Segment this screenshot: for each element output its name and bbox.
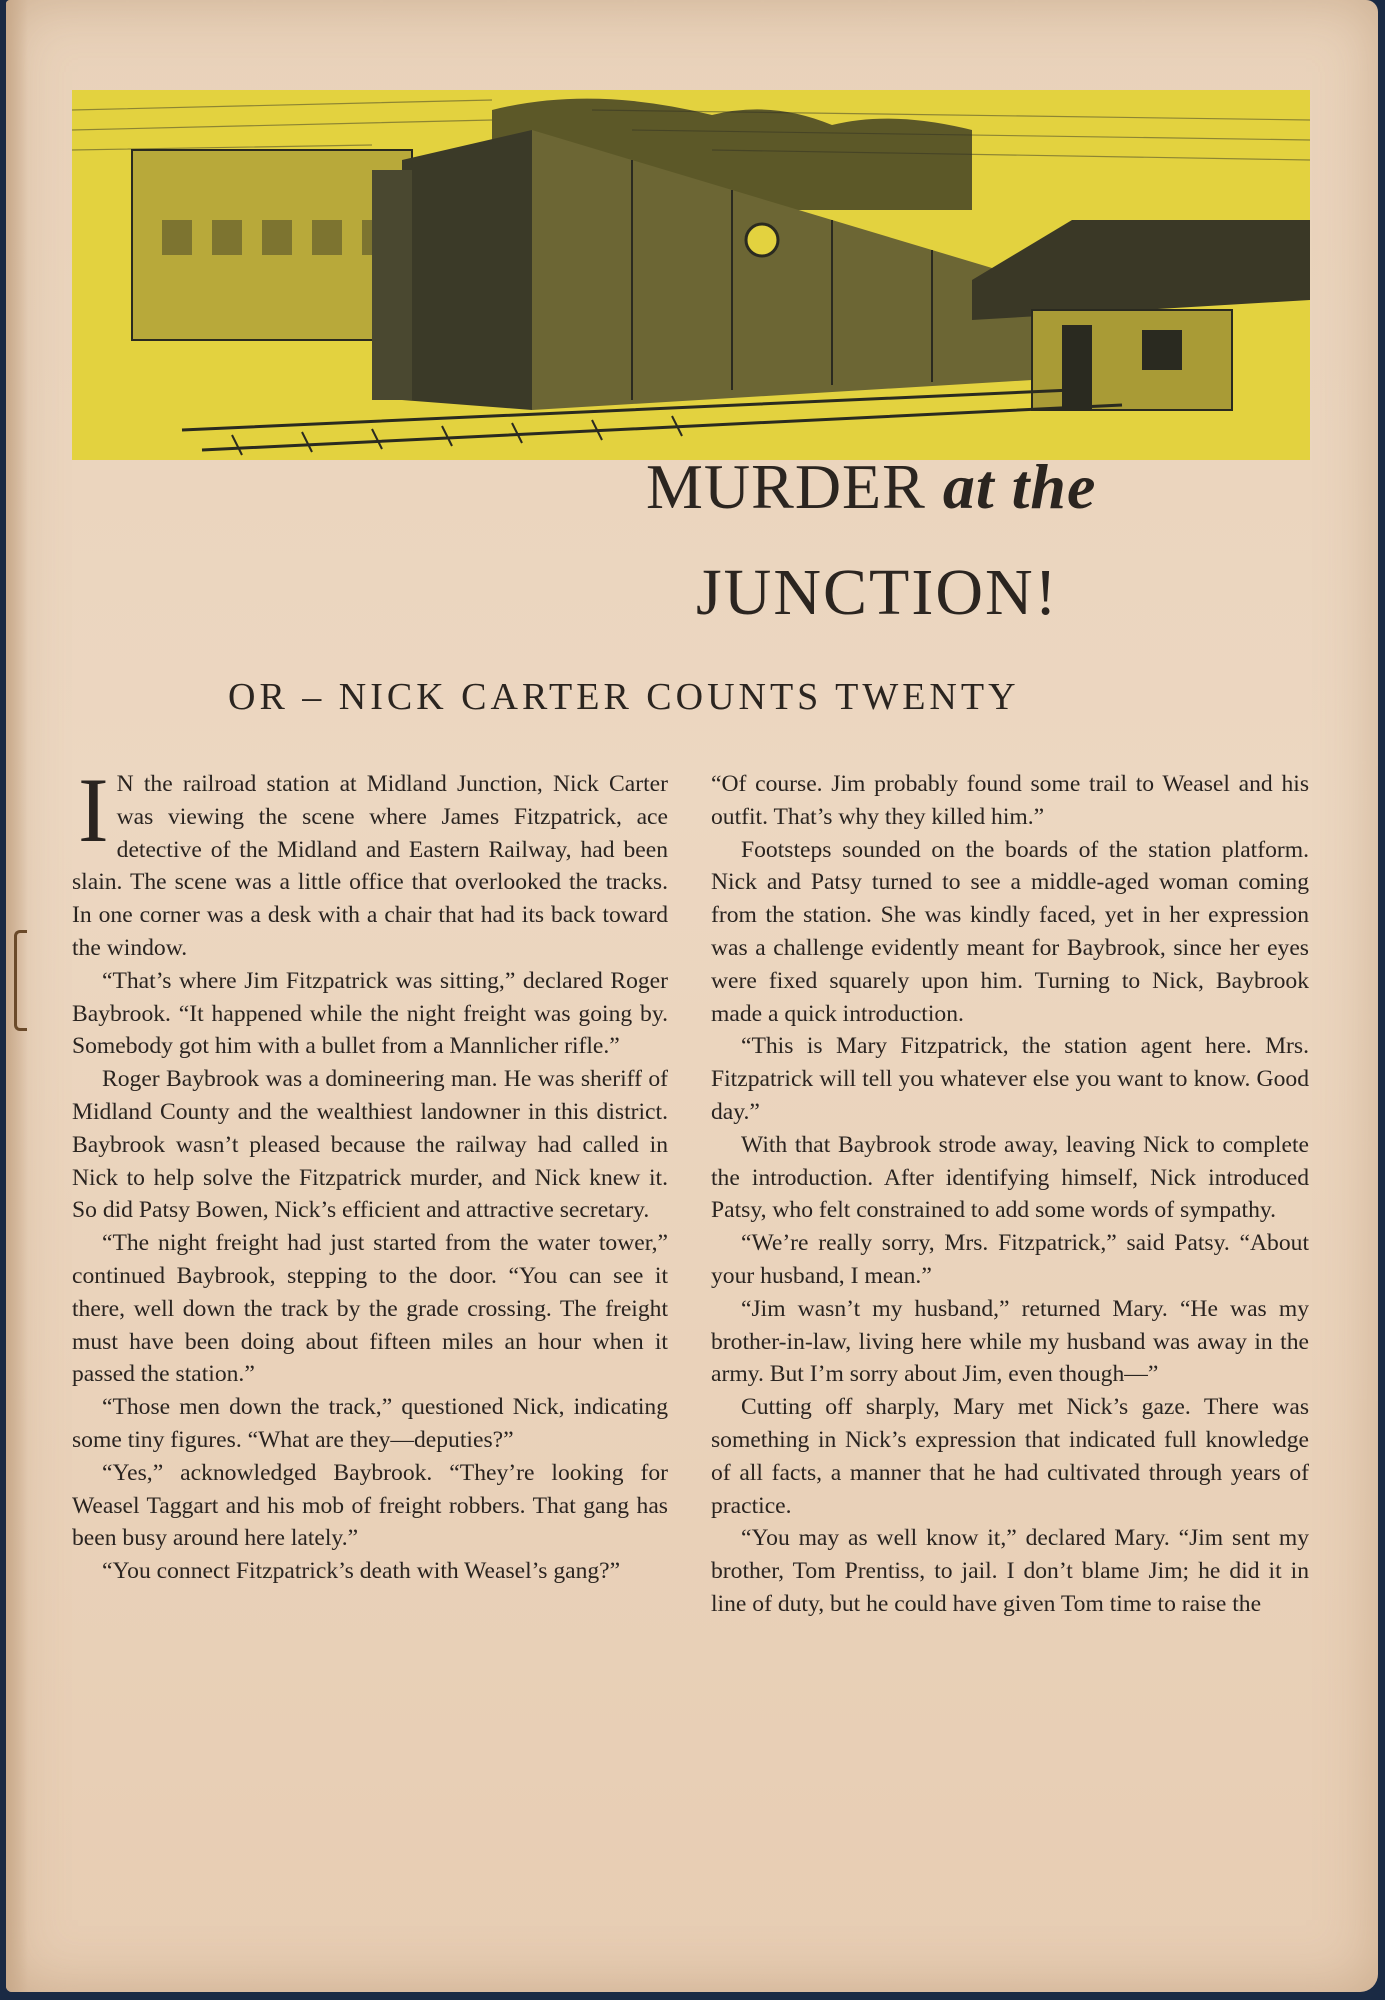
paragraph: “This is Mary Fitzpatrick, the station agent here. Mrs. Fitzpatrick will tell you whatever else you want to know. Good day.” <box>711 1033 1309 1125</box>
paragraph: “That’s where Jim Fitzpatrick was sitting,” declared Roger Baybrook. “It happened while the night freight was going by. Somebody got him with a bullet from a Mannlicher rifle.” <box>72 967 668 1060</box>
paragraph: Footsteps sounded on the boards of the station platform. Nick and Patsy turned to see a middle-aged woman coming from the station. She was kindly faced, yet in her expression was a challenge evidently meant for Baybrook, since her eyes were fixed squarely upon him. Turning to Nick, Baybrook made a quick introduction. <box>711 836 1309 1027</box>
paragraph: “Of course. Jim probably found some trail to Weasel and his outfit. That’s why they killed him.” <box>711 771 1309 830</box>
paragraph: I N the railroad station at Midland Junction, Nick Carter was viewing the scene where James Fitzpatrick, ace detective of the Midland and Eastern Railway, had been slain. The scene was a little office that overlooked the tracks. In one corner was a desk with a chair that had its back toward the window. <box>72 759 668 961</box>
paragraph: Roger Baybrook was a domineering man. He was sheriff of Midland County and the wealthiest landowner in this district. Baybrook wasn’t pleased because the railway had called in Nick to help solve the Fitzpatrick murder, and Nick knew it. So did Patsy Bowen, Nick’s efficient and attractive secretary. <box>72 1066 668 1224</box>
drop-cap: I <box>78 759 109 861</box>
paragraph: “We’re really sorry, Mrs. Fitzpatrick,” said Patsy. “About your husband, I mean.” <box>711 1230 1309 1289</box>
title-main-word: MURDER <box>646 451 926 522</box>
paragraph: “The night freight had just started from the water tower,” continued Baybrook, stepping to the door. “You can see it there, well down the track by the grade crossing. The freight must have been doing about fifteen miles an hour when it passed the station.” <box>72 1230 668 1388</box>
right-text-column <box>711 768 1309 1621</box>
story-title-line2: JUNCTION! <box>696 556 1059 629</box>
story-subtitle: OR – NICK CARTER COUNTS TWENTY <box>228 676 1020 718</box>
train-station-illustration <box>72 90 1310 460</box>
paragraph: “Jim wasn’t my husband,” returned Mary. “He was my brother-in-law, living here while my husband was away in the army. But I’m sorry about Jim, even though—” <box>711 1295 1309 1388</box>
paragraph: “Yes,” acknowledged Baybrook. “They’re looking for Weasel Taggart and his mob of freight robbers. That gang has been busy around here lately.” <box>72 1459 668 1552</box>
train-illustration-svg <box>72 90 1310 460</box>
paragraph: Cutting off sharply, Mary met Nick’s gaze. There was something in Nick’s expression that indicated full knowledge of all facts, a manner that he had cultivated through years of practice. <box>711 1394 1309 1519</box>
staple <box>14 930 27 1031</box>
title-italic-words: at the <box>942 451 1097 522</box>
paragraph: “You connect Fitzpatrick’s death with Weasel’s gang?” <box>102 1558 621 1585</box>
paragraph: With that Baybrook strode away, leaving Nick to complete the introduction. After identifying himself, Nick introduced Patsy, who felt constrained to add some words of sympathy. <box>711 1131 1309 1224</box>
magazine-page <box>6 0 1378 1992</box>
paragraph: “Those men down the track,” questioned Nick, indicating some tiny figures. “What are they—deputies?” <box>72 1394 668 1453</box>
left-text-column <box>72 759 668 1588</box>
paragraph: “You may as well know it,” declared Mary. “Jim sent my brother, Tom Prentiss, to jail. I don’t blame Jim; he did it in line of duty, but he could have given Tom time to raise the <box>711 1525 1309 1617</box>
story-title-line1 <box>646 450 1096 524</box>
